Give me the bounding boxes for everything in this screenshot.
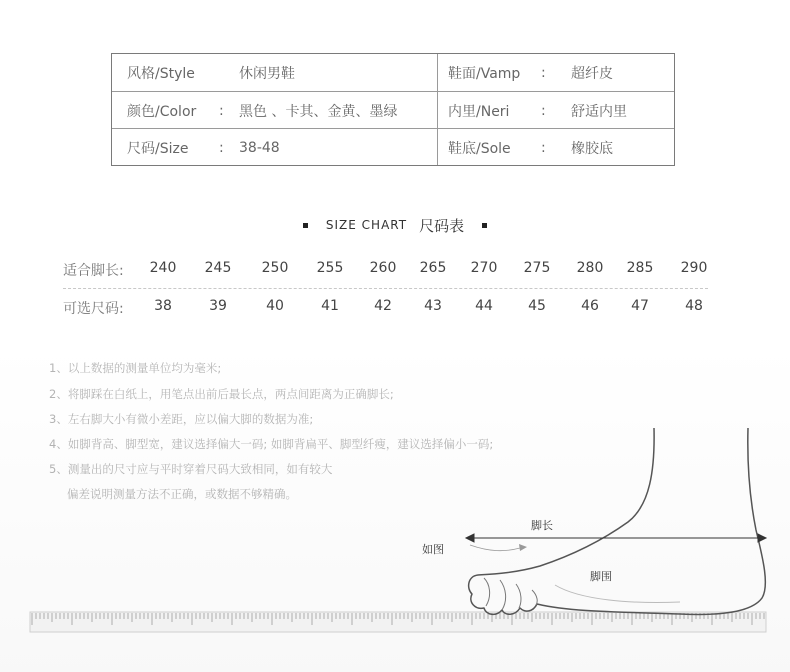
- size-cell: 43: [424, 298, 442, 314]
- vamp-colon: :: [541, 64, 546, 81]
- sole-label: 鞋底/Sole: [448, 140, 511, 157]
- size-label: 尺码/Size: [127, 140, 189, 157]
- size-cell: 47: [631, 298, 649, 314]
- lining-colon: :: [541, 102, 546, 119]
- color-colon: :: [219, 102, 224, 119]
- size-cell: 41: [321, 298, 339, 314]
- size-row-label: 可选尺码:: [63, 301, 124, 317]
- foot-length-cell: 240: [149, 260, 177, 276]
- ruler: [30, 612, 766, 632]
- sole-value: 橡胶底: [571, 140, 613, 157]
- size-cell: 42: [374, 298, 392, 314]
- color-value: 黑色 、卡其、金黄、墨绿: [239, 103, 398, 120]
- style-value: 休闲男鞋: [239, 65, 295, 82]
- foot-length-cell: 265: [419, 260, 447, 276]
- size-value: 38-48: [239, 139, 280, 156]
- color-label: 颜色/Color: [127, 103, 197, 120]
- size-cell: 39: [209, 298, 227, 314]
- foot-length-cell: 260: [369, 260, 397, 276]
- size-cell: 46: [581, 298, 599, 314]
- foot-shape-text: 脚围: [590, 570, 612, 583]
- foot-length-cell: 255: [316, 260, 344, 276]
- size-cell: 38: [154, 298, 172, 314]
- foot-length-text: 脚长: [531, 519, 553, 532]
- foot-length-cell: 270: [470, 260, 498, 276]
- foot-length-label: 适合脚长:: [63, 263, 124, 279]
- foot-length-cell: 290: [680, 260, 708, 276]
- size-cell: 40: [266, 298, 284, 314]
- size-cell: 45: [528, 298, 546, 314]
- size-cell: 44: [475, 298, 493, 314]
- size-chart-title-en: SIZE CHART: [325, 218, 408, 232]
- size-colon: :: [219, 139, 224, 156]
- style-label: 风格/Style: [127, 65, 195, 82]
- size-chart-title-cn: 尺码表: [419, 216, 465, 235]
- lining-value: 舒适内里: [571, 103, 627, 120]
- lining-label: 内里/Neri: [448, 103, 510, 120]
- size-cell: 48: [685, 298, 703, 314]
- foot-length-cell: 245: [204, 260, 232, 276]
- vamp-value: 超纤皮: [571, 65, 613, 82]
- foot-length-cell: 275: [523, 260, 551, 276]
- vamp-label: 鞋面/Vamp: [448, 65, 521, 82]
- as-shown-text: 如图: [422, 543, 444, 556]
- foot-length-cell: 250: [261, 260, 289, 276]
- foot-length-cell: 280: [576, 260, 604, 276]
- sole-colon: :: [541, 139, 546, 156]
- foot-length-cell: 285: [626, 260, 654, 276]
